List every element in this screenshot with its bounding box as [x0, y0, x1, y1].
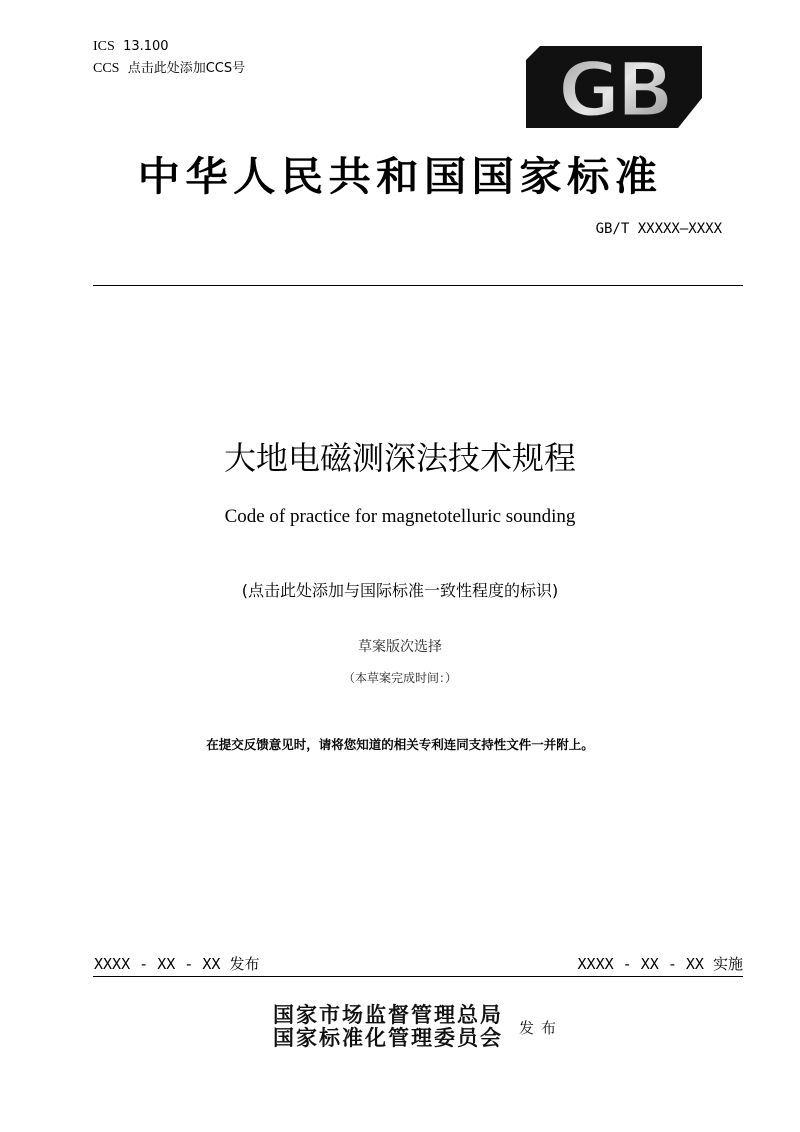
ics-value: 13.100	[123, 39, 169, 54]
gb-logo	[526, 46, 702, 128]
issuing-authorities	[273, 1003, 503, 1049]
top-divider	[93, 285, 743, 286]
authority-title: 中华人民共和国国家标准	[137, 154, 663, 200]
issue-label: 发布	[519, 1019, 564, 1037]
document-title-en: Code of practice for magnetotelluric sounding	[224, 506, 576, 527]
draft-completion-date: （本草案完成时间：）	[342, 671, 457, 685]
publish-date-value: XXXX - XX - XX	[94, 955, 221, 973]
ccs-code	[93, 61, 245, 77]
bottom-divider	[93, 976, 743, 977]
ccs-label: CCS	[93, 61, 120, 76]
publish-label: 发布	[229, 955, 260, 973]
logo-text: GB	[557, 46, 671, 128]
publish-date	[94, 954, 259, 974]
ics-label: ICS	[93, 39, 115, 54]
issuer-sac: 国家标准化管理委员会	[273, 1025, 503, 1050]
ccs-value: 点击此处添加CCS号	[127, 61, 246, 76]
implement-label: 实施	[712, 955, 743, 973]
draft-version-select[interactable]: 草案版次选择	[358, 639, 442, 655]
patent-notice: 在提交反馈意见时，请将您知道的相关专利连同支持性文件一并附上。	[206, 737, 594, 752]
implement-date-value: XXXX - XX - XX	[577, 955, 704, 973]
implement-date	[578, 954, 743, 974]
standard-number: GB/T XXXXX—XXXX	[595, 221, 722, 237]
consistency-placeholder[interactable]: (点击此处添加与国际标准一致性程度的标识)	[241, 581, 559, 600]
ics-code	[93, 39, 169, 55]
issuer-samr: 国家市场监督管理总局	[273, 1002, 503, 1027]
document-title-cn: 大地电磁测深法技术规程	[223, 439, 576, 477]
